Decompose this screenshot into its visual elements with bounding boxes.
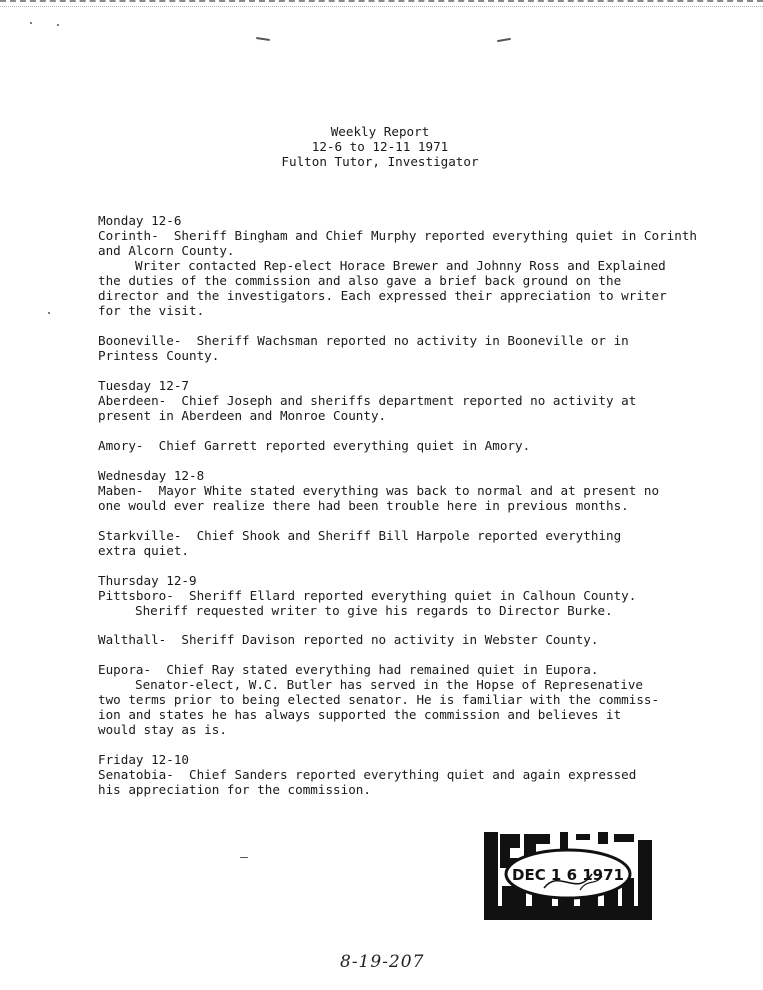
scan-speck <box>57 24 59 26</box>
page-top-edge <box>0 0 763 7</box>
report-line: his appreciation for the commission. <box>98 782 371 797</box>
stamp-date-text: DEC 1 6 1971 <box>512 866 624 884</box>
report-line: Pittsboro- Sheriff Ellard reported everything quiet in Calhoun County. <box>98 588 637 603</box>
scan-speck <box>256 37 270 41</box>
day-heading: Friday 12-10 <box>98 752 189 767</box>
report-line: Eupora- Chief Ray stated everything had remained quiet in Eupora. <box>98 662 599 677</box>
report-line: Maben- Mayor White stated everything was back to normal and at present no <box>98 483 660 498</box>
report-line: present in Aberdeen and Monroe County. <box>98 408 387 423</box>
report-line: Senator-elect, W.C. Butler has served in the Hopse of Represenative <box>135 677 643 692</box>
day-heading: Monday 12-6 <box>98 213 182 228</box>
report-line: Writer contacted Rep-elect Horace Brewer and Johnny Ross and Explained <box>135 258 666 273</box>
received-stamp-graphic <box>480 828 657 923</box>
report-line: director and the investigators. Each expressed their appreciation to writer <box>98 288 667 303</box>
report-dates: 12-6 to 12-11 1971 <box>311 139 449 154</box>
day-heading: Wednesday 12-8 <box>98 468 205 483</box>
report-line: two terms prior to being elected senator. He is familiar with the commiss- <box>98 692 660 707</box>
scan-speck <box>48 312 50 314</box>
day-heading: Tuesday 12-7 <box>98 378 189 393</box>
scan-speck <box>497 38 511 42</box>
handwritten-document-number: 8-19-207 <box>340 952 425 972</box>
report-line: Booneville- Sheriff Wachsman reported no activity in Booneville or in <box>98 333 629 348</box>
received-stamp <box>480 828 657 923</box>
report-line: Sheriff requested writer to give his regards to Director Burke. <box>135 603 613 618</box>
report-line: and Alcorn County. <box>98 243 235 258</box>
day-heading: Thursday 12-9 <box>98 573 197 588</box>
report-line: Printess County. <box>98 348 220 363</box>
report-line: Walthall- Sheriff Davison reported no activity in Webster County. <box>98 632 599 647</box>
report-line: one would ever realize there had been trouble here in previous months. <box>98 498 629 513</box>
report-line: extra quiet. <box>98 543 189 558</box>
scan-speck <box>240 857 248 858</box>
report-line: Amory- Chief Garrett reported everything quiet in Amory. <box>98 438 531 453</box>
report-author: Fulton Tutor, Investigator <box>281 154 479 169</box>
report-line: would stay as is. <box>98 722 227 737</box>
report-title: Weekly Report <box>330 124 430 139</box>
report-line: Starkville- Chief Shook and Sheriff Bill Harpole reported everything <box>98 528 622 543</box>
report-line: ion and states he has always supported the commission and believes it <box>98 707 622 722</box>
scan-speck <box>30 22 32 24</box>
report-line: for the visit. <box>98 303 205 318</box>
report-line: the duties of the commission and also gave a brief back ground on the <box>98 273 622 288</box>
report-line: Aberdeen- Chief Joseph and sheriffs department reported no activity at <box>98 393 637 408</box>
report-line: Senatobia- Chief Sanders reported everything quiet and again expressed <box>98 767 637 782</box>
report-line: Corinth- Sheriff Bingham and Chief Murphy reported everything quiet in Corinth <box>98 228 697 243</box>
